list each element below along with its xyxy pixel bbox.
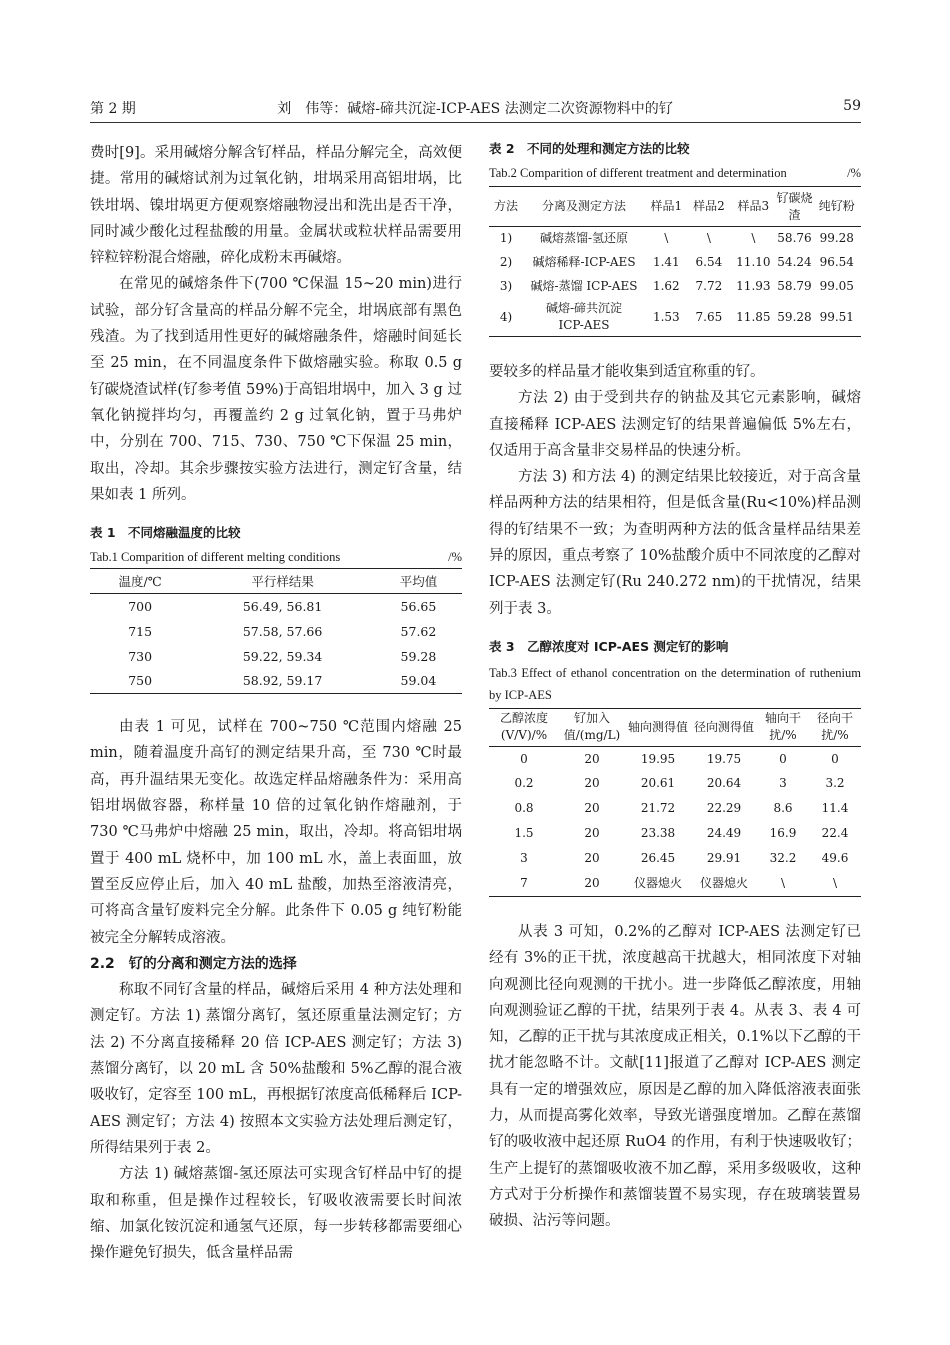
paragraph: 方法 2) 由于受到共存的钠盐及其它元素影响，碱熔直接稀释 ICP-AES 法测定钌的结果普遍偏低 5%左右，仅适用于高含量非交易样品的快速分析。	[489, 390, 861, 459]
table-cell: 54.24	[777, 255, 812, 269]
issue-number: 第 2 期	[90, 101, 136, 117]
table-cell: 23.38	[640, 826, 676, 841]
table1-caption-en-line	[90, 548, 462, 566]
table-cell: 20	[584, 876, 600, 891]
table-cell: 19.75	[706, 751, 742, 766]
table-cell: 16.9	[769, 826, 797, 841]
running-title: 刘 伟等：碱熔-碲共沉淀-ICP-AES 法测定二次资源物料中的钌	[277, 101, 673, 117]
table-cell: 20	[584, 826, 600, 841]
table-header: 平行样结果	[251, 573, 314, 589]
table2-caption-en: Tab.2 Comparition of different treatment and determination	[489, 166, 787, 180]
table-cell: 99.05	[819, 279, 854, 293]
table-cell: 26.45	[640, 851, 676, 866]
table-cell: 58.79	[777, 279, 812, 293]
table-cell: 700	[128, 598, 153, 614]
table-cell: 99.28	[819, 231, 854, 246]
table-cell: 20.61	[640, 776, 676, 791]
table-cell: 1.5	[514, 826, 534, 841]
paragraph: 在常见的碱熔条件下(700 ℃保温 15~20 min)进行试验，部分钌含量高的样品分解不完全，坩埚底部有黑色残渣。为了找到适用性更好的碱熔融条件，熔融时间延长至 25 min，在不同温度条件下做熔融实验。称取 0.5 g 钌碳烧渣试样(钌参考值 59%)于高铝坩埚中，加入 3 g 过氧化钠搅拌均匀，再覆盖约 2 g 过氧化钠，置于马弗炉中，分别在 700、715、730、750 ℃下保温 25 min，取出，冷却。其余步骤按实验方法进行，测定钌含量，结果如表 1 所列。	[90, 276, 462, 503]
table-cell: 3.2	[825, 776, 845, 791]
table-cell: 1)	[499, 231, 513, 246]
table-cell: 8.6	[773, 801, 793, 816]
table-header: 平均值	[399, 573, 438, 589]
table-cell: 0	[831, 751, 839, 766]
table-cell: 20	[584, 851, 600, 866]
paragraph: 称取不同钌含量的样品，碱熔后采用 4 种方法处理和测定钌。方法 1) 蒸馏分离钌，氢还原重量法测定钌；方法 2) 不分离直接稀释 20 倍 ICP-AES 测定钌；方法 3) 蒸馏分离钌，以 20 mL 含 50%盐酸和 5%乙醇的混合液吸收钌，定容至 100 mL，再根据钌浓度高低稀释后 ICP-AES 测定钌；方法 4) 按照本文实验方法处理后测定钌，所得结果列于表 2。	[90, 982, 462, 1156]
table-cell: 仪器熄火	[633, 876, 682, 891]
table-cell: 11.93	[736, 279, 771, 293]
table-cell: 2)	[499, 255, 513, 269]
table-cell: 1.62	[652, 279, 680, 293]
table1-caption-cn: 表 1 不同熔融温度的比较	[90, 525, 241, 541]
table-cell: 56.65	[400, 598, 437, 614]
right-column	[489, 140, 861, 1235]
table-cell: \	[780, 876, 786, 891]
table-cell: 11.4	[821, 801, 849, 816]
table-cell: 0	[520, 751, 528, 766]
table-cell: 20	[584, 751, 600, 766]
table-cell: 碱熔稀释-ICP-AES	[532, 255, 636, 269]
table-header: 纯钌粉	[818, 199, 855, 213]
table-cell: 7.72	[695, 279, 723, 293]
table-cell: 0.2	[514, 776, 534, 791]
table-cell: 11.85	[736, 309, 771, 324]
table-header: 径向干扰/%	[816, 711, 853, 743]
table3-caption-en: Tab.3 Effect of ethanol concentration on the determination of ruthenium by ICP-AES	[489, 665, 861, 702]
table-cell: 7.65	[695, 309, 723, 324]
table-header: 轴向测得值	[627, 719, 688, 734]
table-cell: 11.10	[736, 255, 771, 269]
table2	[489, 186, 861, 337]
table-cell: 碱熔蒸馏-氢还原	[539, 231, 629, 246]
table-cell: 6.54	[695, 255, 723, 269]
table-header: 样品1	[650, 199, 683, 213]
table-cell: 7	[520, 876, 528, 891]
table-cell: 22.4	[821, 826, 849, 841]
table1-caption-en: Tab.1 Comparition of different melting conditions	[90, 550, 341, 565]
table-cell: \	[751, 231, 756, 246]
table-cell: 56.49, 56.81	[242, 598, 323, 614]
table-header: 样品2	[693, 199, 725, 213]
header-rule	[90, 122, 861, 123]
table-cell: 0.8	[514, 801, 534, 816]
table-cell: 58.76	[777, 231, 812, 246]
page-number: 59	[843, 98, 861, 114]
table-header: 分离及测定方法	[541, 199, 626, 213]
paragraph: 由表 1 可见，试样在 700~750 ℃范围内熔融 25 min，随着温度升高钌的测定结果升高，至 730 ℃时最高，再升温结果无变化。故选定样品熔融条件为：采用高铝坩埚做容器，称样量 10 倍的过氧化钠作熔融剂，于 730 ℃马弗炉中熔融 25 min，取出，冷却。将高铝坩埚置于 400 mL 烧杯中，加 100 mL 水，盖上表面皿，放置至反应停止后，加入 40 mL 盐酸，加热至溶液清亮，可将高含量钌废料完全分解。此条件下 0.05 g 纯钌粉能被完全分解转成溶液。	[90, 719, 462, 946]
table-cell: 20	[584, 776, 600, 791]
table-cell: 59.04	[400, 673, 437, 689]
table-cell: 730	[128, 648, 153, 664]
paragraph: 方法 1) 碱熔蒸馏-氢还原法可实现含钌样品中钌的提取和称重，但是操作过程较长，钌吸收液需要长时间浓缩、加氯化铵沉淀和通氢气还原，每一步转移都需要细心操作避免钌损失，低含量样品需	[90, 1166, 462, 1262]
table-cell: 59.28	[400, 648, 437, 664]
table-cell: 20	[584, 801, 600, 816]
table-cell: 1.41	[652, 255, 680, 269]
table-cell: 碱熔-碲共沉淀 ICP-AES	[545, 301, 623, 333]
table-cell: 仪器熄火	[699, 876, 748, 891]
table-cell: 3)	[499, 279, 513, 293]
paragraph: 费时[9]。采用碱熔分解含钌样品，样品分解完全，高效便捷。常用的碱熔试剂为过氧化钠，坩埚采用高铝坩埚，比铁坩埚、镍坩埚更方便观察熔融物浸出和洗出是否干净，同时减少酸化过程盐酸的用量。金属状或粒状样品需要用锌粒锌粉混合熔融，碎化成粉末再碱熔。	[90, 145, 462, 267]
table-cell: 19.95	[640, 751, 676, 766]
table-cell: 碱熔-蒸馏 ICP-AES	[530, 279, 638, 293]
table-cell: 57.58, 57.66	[242, 623, 323, 639]
table-cell: 57.62	[400, 623, 437, 639]
table-cell: 1.53	[652, 309, 680, 324]
table-cell: \	[706, 231, 711, 246]
table-cell: 99.51	[819, 309, 854, 324]
table-cell: 3	[520, 851, 528, 866]
table-header: 钌碳烧渣	[776, 190, 813, 222]
table-cell: 750	[128, 673, 153, 689]
table-cell: 22.29	[706, 801, 742, 816]
table-cell: 20.64	[706, 776, 742, 791]
table-cell: 59.22, 59.34	[242, 648, 323, 664]
table3-caption-cn: 表 3 乙醇浓度对 ICP-AES 测定钌的影响	[489, 638, 729, 654]
table-cell: 58.92, 59.17	[242, 673, 323, 689]
table-cell: 49.6	[821, 851, 849, 866]
table-header: 样品3	[737, 199, 770, 213]
section-heading: 2.2 钌的分离和测定方法的选择	[90, 955, 297, 972]
table-cell: 59.28	[777, 309, 812, 324]
table-cell: 3	[779, 776, 787, 791]
table2-unit: /%	[847, 166, 861, 180]
table-header: 径向测得值	[693, 719, 754, 734]
table-header: 乙醇浓度(V/V)/%	[499, 711, 548, 743]
paragraph: 要较多的样品量才能收集到适宜称重的钌。	[489, 364, 765, 380]
table2-caption-cn: 表 2 不同的处理和测定方法的比较	[489, 141, 690, 156]
table1-unit: /%	[448, 550, 462, 565]
table3	[489, 708, 861, 897]
table-header: 温度/℃	[118, 573, 162, 589]
table-header: 钌加入值/(mg/L)	[563, 711, 621, 743]
table-cell: \	[664, 231, 669, 246]
table-cell: \	[832, 876, 838, 891]
paragraph: 方法 3) 和方法 4) 的测定结果比较接近，对于高含量样品两种方法的结果相符，但是低含量(Ru<10%)样品测得的钌结果不一致；为查明两种方法的低含量样品结果差异的原因，重点考察了 10%盐酸介质中不同浓度的乙醇对 ICP-AES 法测定钌(Ru 240.272 nm)的干扰情况，结果列于表 3。	[489, 469, 861, 617]
paragraph: 从表 3 可知，0.2%的乙醇对 ICP-AES 法测定钌已经有 3%的正干扰，浓度越高干扰越大，相同浓度下对轴向观测比径向观测的干扰小。进一步降低乙醇浓度，用轴向观测验证乙醇的干扰，结果列于表 4。从表 3、表 4 可知，乙醇的正干扰与其浓度成正相关，0.1%以下乙醇的干扰才能忽略不计。文献[11]报道了乙醇对 ICP-AES 测定具有一定的增强效应，原因是乙醇的加入降低溶液表面张力，从而提高雾化效率，导致光谱强度增加。乙醇在蒸馏钌的吸收液中起还原 RuO4 的作用，有利于快速吸收钌；生产上提钌的蒸馏吸收液不加乙醇，采用多级吸收，这种方式对于分析操作和蒸馏装置不易实现，存在玻璃装置易破损、沾污等问题。	[489, 923, 861, 1230]
table-cell: 0	[779, 751, 787, 766]
table2-caption-en-line	[489, 164, 861, 182]
table-cell: 24.49	[706, 826, 742, 841]
table-cell: 32.2	[769, 851, 797, 866]
table-cell: 29.91	[706, 851, 742, 866]
left-column	[90, 140, 462, 1266]
table-header: 轴向干扰/%	[764, 711, 801, 743]
table-cell: 4)	[499, 309, 513, 324]
table-cell: 21.72	[640, 801, 676, 816]
table-header: 方法	[493, 199, 518, 213]
table1	[90, 568, 462, 694]
table-cell: 96.54	[819, 255, 854, 269]
table-cell: 715	[128, 623, 153, 639]
